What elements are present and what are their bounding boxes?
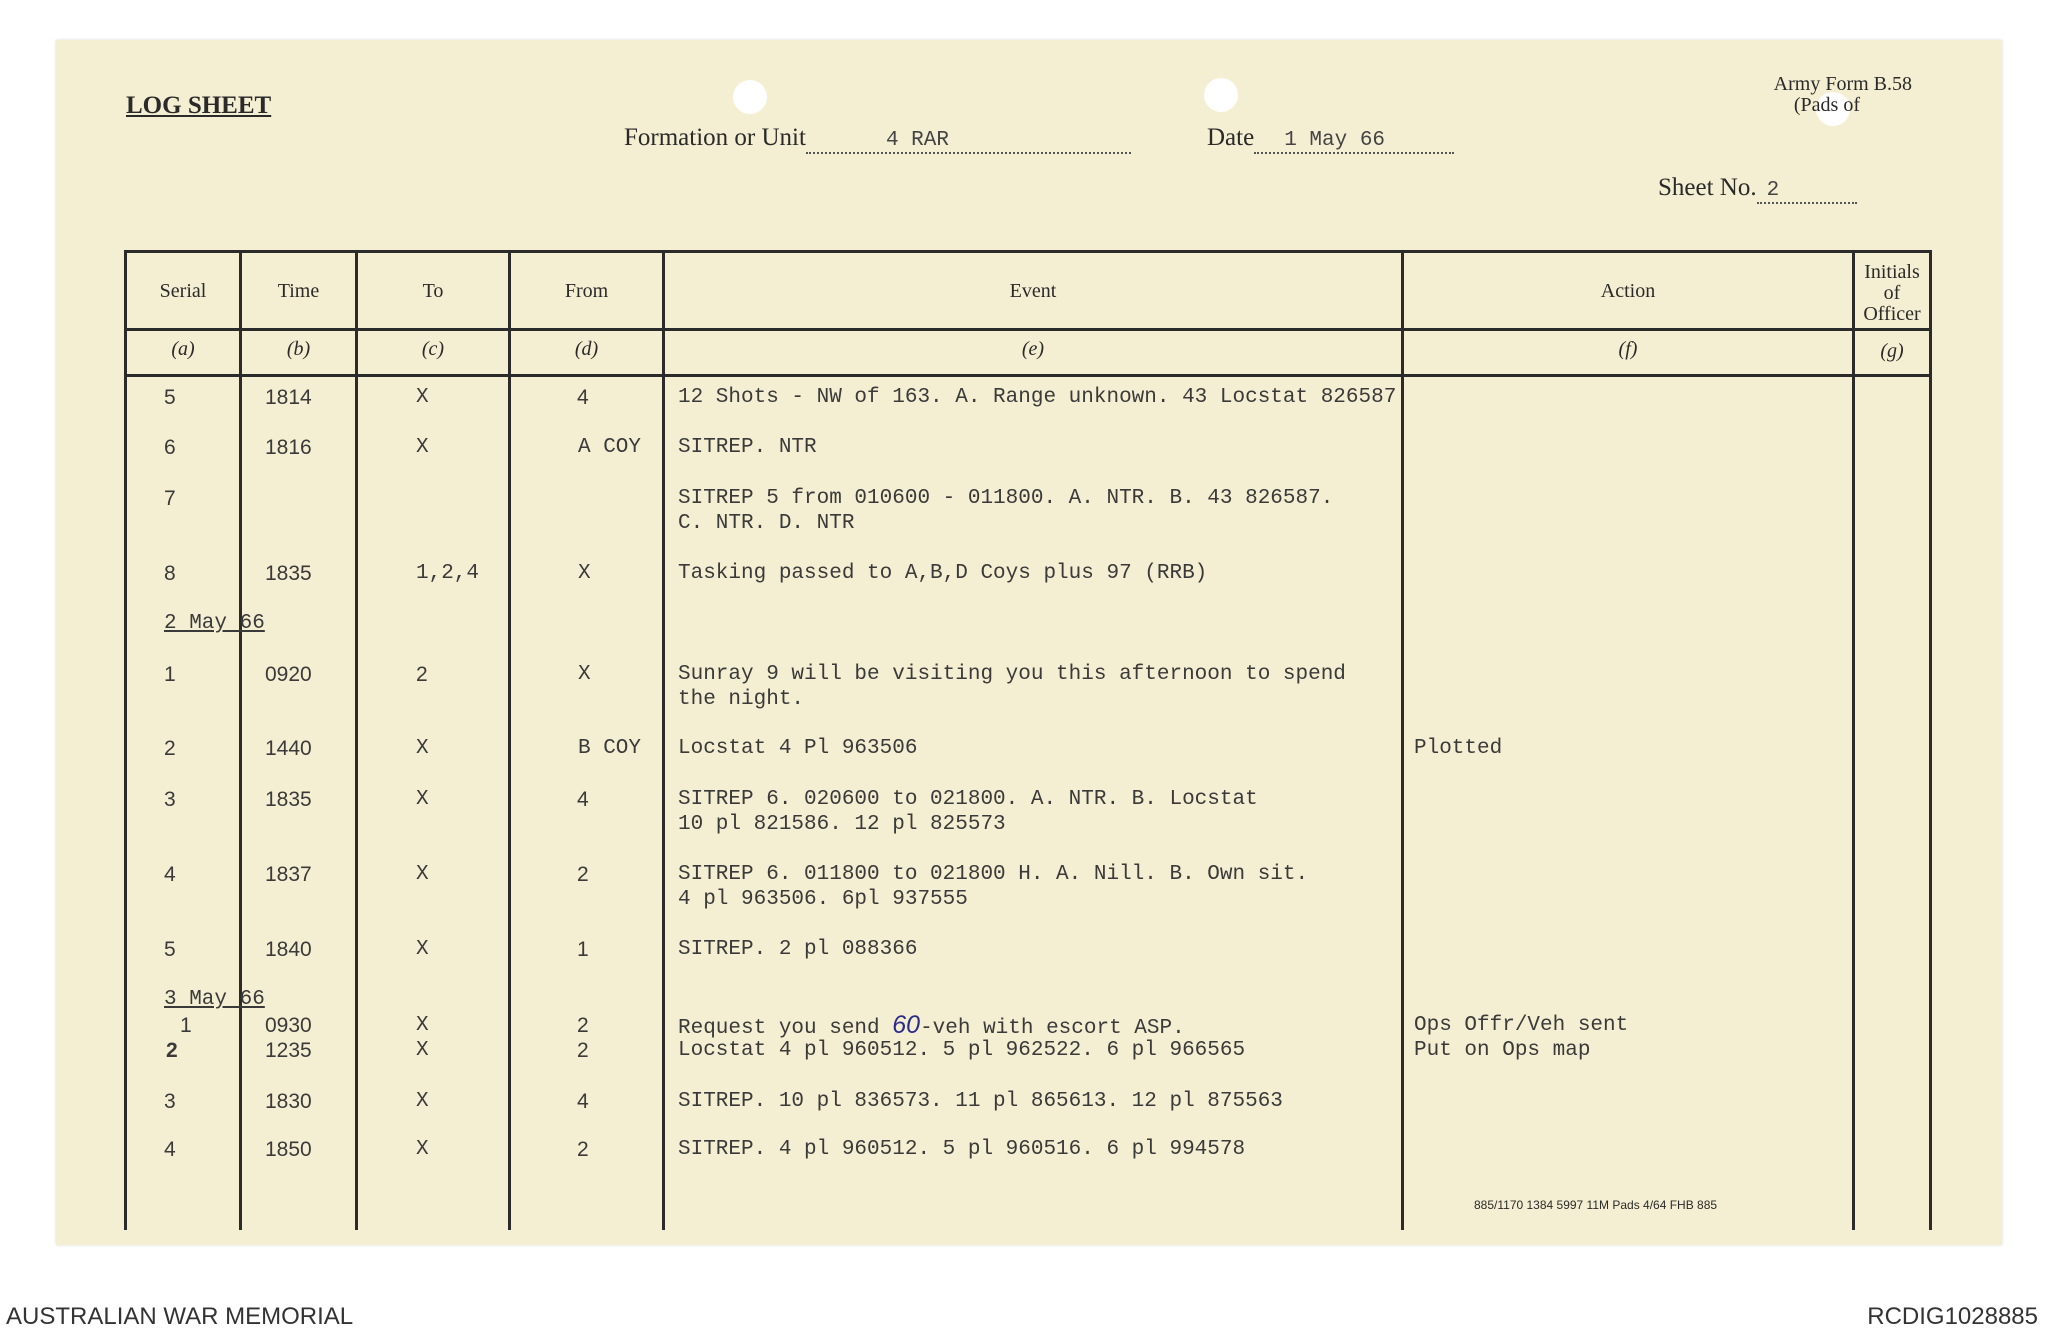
col-letter-g: (g) bbox=[1880, 340, 1904, 362]
row-to: 1,2,4 bbox=[416, 562, 480, 585]
row-to: X bbox=[416, 737, 429, 760]
row-from: 1 bbox=[577, 938, 589, 961]
row-action: Ops Offr/Veh sent bbox=[1414, 1014, 1629, 1037]
sheet-value: 2 bbox=[1766, 179, 1780, 202]
col-line-to-from bbox=[508, 250, 511, 1230]
col-letter-e: (e) bbox=[1021, 338, 1045, 360]
row-event: SITREP. 10 pl 836573. 11 pl 865613. 12 pl 875563 bbox=[678, 1090, 1283, 1113]
col-letter-d: (d) bbox=[574, 338, 599, 360]
row-event: 12 Shots - NW of 163. A. Range unknown. 43 Locstat 826587 bbox=[678, 386, 1397, 409]
col-letter-c: (c) bbox=[421, 338, 445, 360]
row-serial: 2 bbox=[166, 1039, 178, 1062]
log-sheet-paper bbox=[56, 40, 2002, 1245]
row-serial: 1 bbox=[180, 1014, 192, 1037]
print-code: 885/1170 1384 5997 11M Pads 4/64 FHB 885 bbox=[1474, 1198, 1718, 1212]
row-time: 1835 bbox=[265, 788, 312, 811]
col-line-serial-time bbox=[239, 250, 242, 1230]
row-event: Tasking passed to A,B,D Coys plus 97 (RRB) bbox=[678, 562, 1208, 585]
row-event bbox=[678, 1013, 1185, 1041]
row-from: 2 bbox=[577, 863, 589, 886]
row-event: Sunray 9 will be visiting you this afternoon to spend the night. bbox=[678, 663, 1346, 711]
col-header-serial: Serial bbox=[159, 280, 207, 302]
row-serial: 5 bbox=[164, 386, 176, 409]
row-time: 1440 bbox=[265, 737, 312, 760]
row-action: Plotted bbox=[1414, 737, 1503, 760]
row-action: Put on Ops map bbox=[1414, 1039, 1591, 1062]
army-form-number bbox=[1774, 74, 1912, 116]
row-from: 2 bbox=[577, 1138, 589, 1161]
col-letter-b: (b) bbox=[286, 338, 311, 360]
row-from: X bbox=[578, 663, 591, 686]
row-serial: 3 bbox=[164, 1090, 176, 1113]
row-from: B COY bbox=[578, 737, 642, 760]
handwritten-annotation: 60 bbox=[892, 1011, 921, 1039]
row-from: 4 bbox=[577, 1090, 589, 1113]
col-line-time-to bbox=[355, 250, 358, 1230]
row-to: 2 bbox=[416, 663, 428, 686]
row-serial: 4 bbox=[164, 1138, 176, 1161]
caption-left: AUSTRALIAN WAR MEMORIAL bbox=[6, 1303, 354, 1330]
row-time: 1850 bbox=[265, 1138, 312, 1161]
col-letter-a: (a) bbox=[171, 338, 195, 360]
row-from: 2 bbox=[577, 1014, 589, 1037]
row-serial: 1 bbox=[164, 663, 176, 686]
event-text-pre: Request you send bbox=[678, 1017, 893, 1040]
col-header-action: Action bbox=[1600, 280, 1656, 302]
row-time: 0930 bbox=[265, 1014, 312, 1037]
date-label: Date bbox=[1207, 124, 1255, 151]
sheet-field bbox=[1658, 174, 1857, 204]
col-header-time: Time bbox=[277, 280, 320, 302]
row-time: 1835 bbox=[265, 562, 312, 585]
letter-divider-line bbox=[124, 374, 1932, 377]
table-top-line bbox=[124, 250, 1932, 253]
row-time: 1840 bbox=[265, 938, 312, 961]
row-to: X bbox=[416, 1090, 429, 1113]
row-serial: 7 bbox=[164, 487, 176, 510]
row-from: 2 bbox=[577, 1039, 589, 1062]
row-event: SITREP. NTR bbox=[678, 436, 817, 459]
row-to: X bbox=[416, 863, 429, 886]
row-time: 0920 bbox=[265, 663, 312, 686]
row-from: X bbox=[578, 562, 591, 585]
row-from: 4 bbox=[577, 788, 589, 811]
event-text-post: -veh with escort ASP. bbox=[920, 1017, 1185, 1040]
formation-value: 4 RAR bbox=[885, 129, 949, 152]
row-serial: 3 bbox=[164, 788, 176, 811]
row-serial: 4 bbox=[164, 863, 176, 886]
col-header-event: Event bbox=[1009, 280, 1057, 302]
army-form-line2: (Pads of bbox=[1793, 94, 1860, 116]
table-left-line bbox=[124, 250, 127, 1230]
col-header-initials: Initials of Officer bbox=[1863, 261, 1921, 325]
sheet-label: Sheet No. bbox=[1658, 174, 1757, 201]
row-event: Locstat 4 Pl 963506 bbox=[678, 737, 918, 760]
row-event: SITREP. 4 pl 960512. 5 pl 960516. 6 pl 994578 bbox=[678, 1138, 1246, 1161]
row-to: X bbox=[416, 788, 429, 811]
col-line-event-action bbox=[1401, 250, 1404, 1230]
row-from: 4 bbox=[577, 386, 589, 409]
row-serial: 5 bbox=[164, 938, 176, 961]
row-event: SITREP 6. 020600 to 021800. A. NTR. B. Locstat 10 pl 821586. 12 pl 825573 bbox=[678, 788, 1258, 836]
row-serial: 8 bbox=[164, 562, 176, 585]
punch-hole-center bbox=[1204, 78, 1238, 112]
table-right-line bbox=[1929, 250, 1932, 1230]
date-divider: 3 May 66 bbox=[164, 988, 265, 1011]
row-event: SITREP. 2 pl 088366 bbox=[678, 938, 918, 961]
row-event: SITREP 5 from 010600 - 011800. A. NTR. B. 43 826587. C. NTR. D. NTR bbox=[678, 487, 1334, 535]
row-time: 1816 bbox=[265, 436, 312, 459]
army-form-line1: Army Form B.58 bbox=[1773, 73, 1912, 95]
row-to: X bbox=[416, 1039, 429, 1062]
col-letter-f: (f) bbox=[1618, 338, 1638, 360]
row-time: 1830 bbox=[265, 1090, 312, 1113]
row-serial: 6 bbox=[164, 436, 176, 459]
row-to: X bbox=[416, 1138, 429, 1161]
col-line-from-event bbox=[662, 250, 665, 1230]
row-to: X bbox=[416, 386, 429, 409]
row-time: 1235 bbox=[265, 1039, 312, 1062]
row-time: 1837 bbox=[265, 863, 312, 886]
row-serial: 2 bbox=[164, 737, 176, 760]
col-line-action-initials bbox=[1852, 250, 1855, 1230]
row-time: 1814 bbox=[265, 386, 312, 409]
date-value: 1 May 66 bbox=[1284, 129, 1386, 152]
row-from: A COY bbox=[578, 436, 642, 459]
form-title: LOG SHEET bbox=[126, 92, 272, 119]
punch-hole-left bbox=[733, 80, 767, 114]
caption-right: RCDIG1028885 bbox=[1867, 1303, 2038, 1330]
date-field bbox=[1207, 124, 1454, 154]
row-event: Locstat 4 pl 960512. 5 pl 962522. 6 pl 966565 bbox=[678, 1039, 1246, 1062]
row-to: X bbox=[416, 938, 429, 961]
formation-field bbox=[624, 124, 1131, 154]
row-to: X bbox=[416, 1014, 429, 1037]
formation-label: Formation or Unit bbox=[624, 124, 806, 151]
col-header-from: From bbox=[564, 280, 609, 302]
row-to: X bbox=[416, 436, 429, 459]
col-header-to: To bbox=[422, 280, 444, 302]
date-divider: 2 May 66 bbox=[164, 612, 265, 635]
row-event: SITREP 6. 011800 to 021800 H. A. Nill. B. Own sit. 4 pl 963506. 6pl 937555 bbox=[678, 863, 1309, 911]
header-divider-line bbox=[124, 328, 1932, 331]
